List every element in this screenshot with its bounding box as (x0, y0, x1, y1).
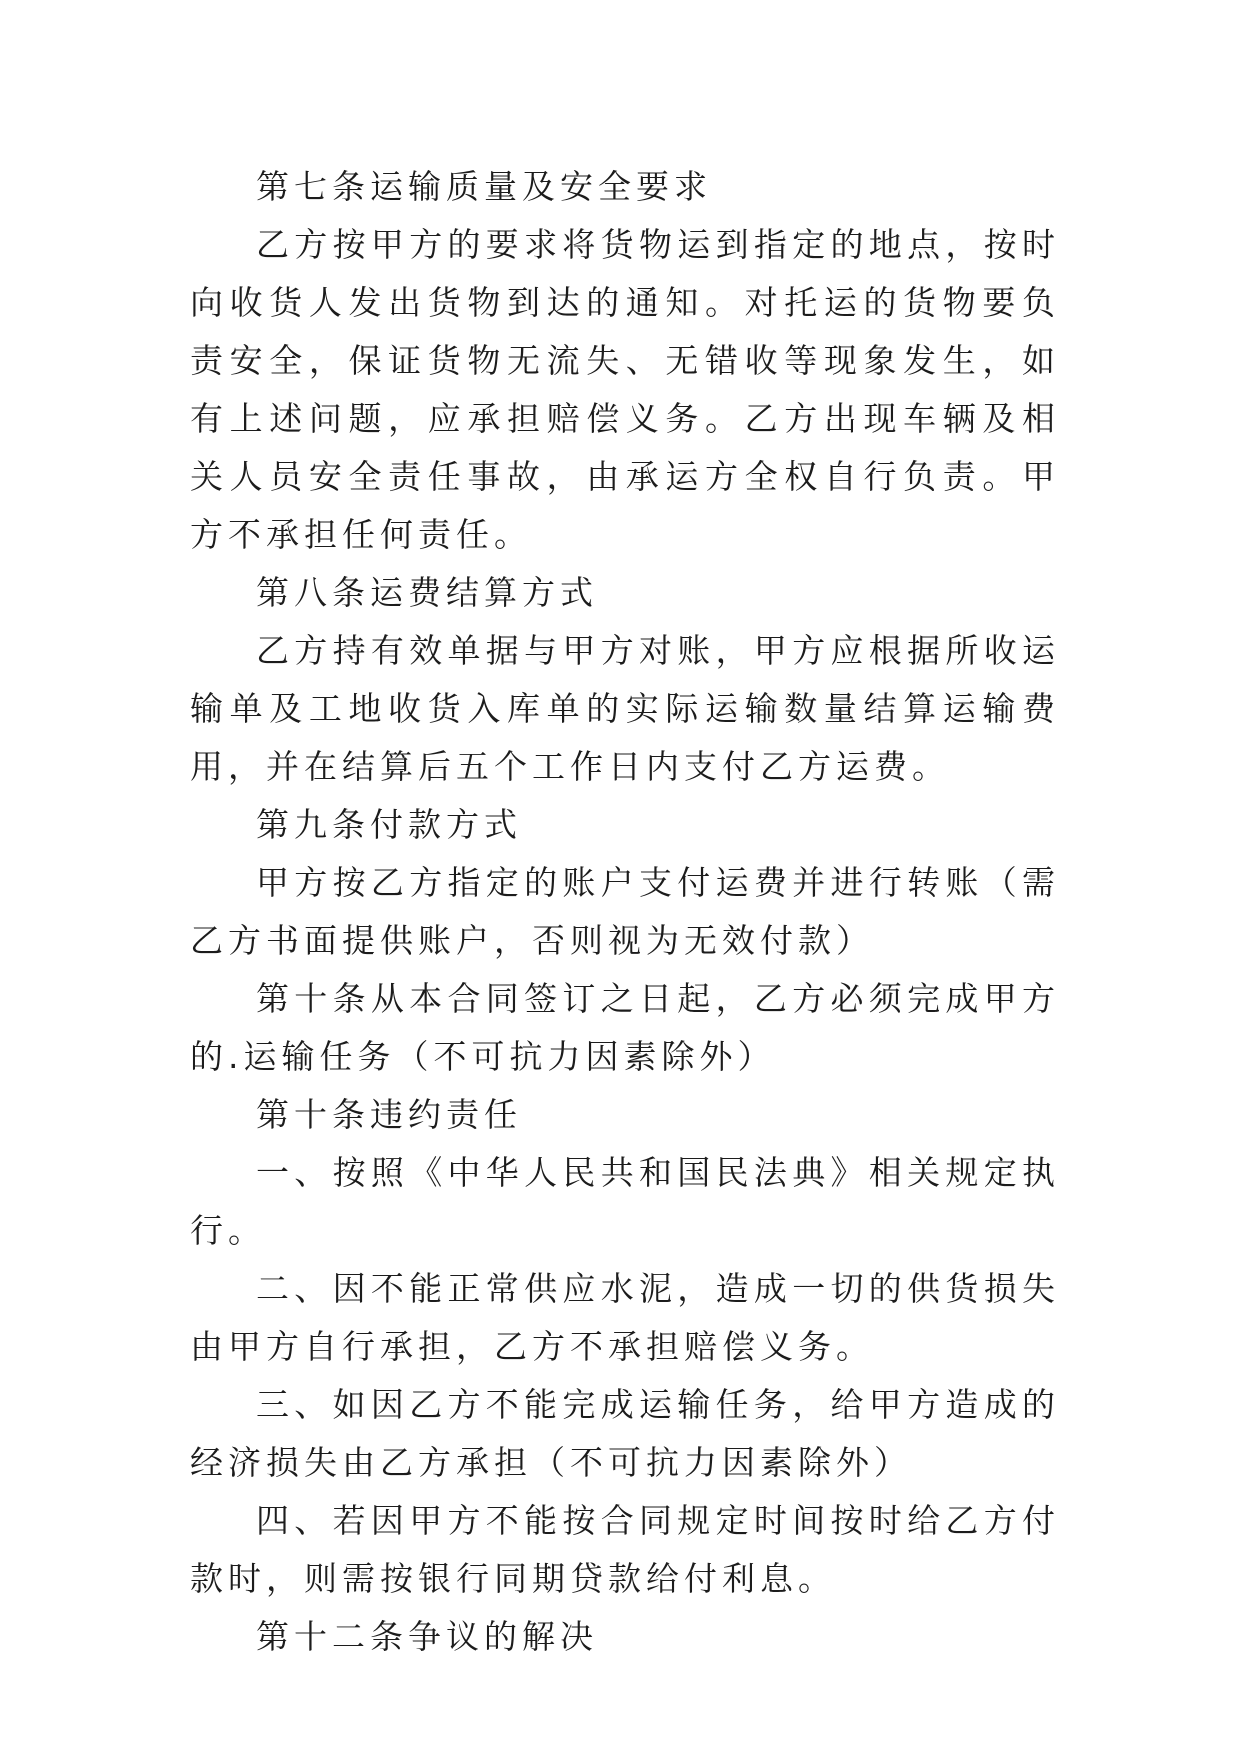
article-10-body: 第十条从本合同签订之日起，乙方必须完成甲方的.运输任务（不可抗力因素除外） (190, 979, 1060, 1076)
document-body (190, 158, 1060, 1666)
article-7-heading: 第七条运输质量及安全要求 (256, 167, 712, 206)
article-7-body: 乙方按甲方的要求将货物运到指定的地点，按时向收货人发出货物到达的通知。对托运的货物要负责安全，保证货物无流失、无错收等现象发生，如有上述问题，应承担赔偿义务。乙方出现车辆及相关人员安全责任事故，由承运方全权自行负责。甲方不承担任何责任。 (190, 225, 1060, 554)
article-9-body: 甲方按乙方指定的账户支付运费并进行转账（需乙方书面提供账户，否则视为无效付款） (190, 863, 1060, 960)
liability-item-3: 三、如因乙方不能完成运输任务，给甲方造成的经济损失由乙方承担（不可抗力因素除外） (190, 1385, 1060, 1482)
liability-item-1: 一、按照《中华人民共和国民法典》相关规定执行。 (190, 1153, 1060, 1250)
article-12-heading: 第十二条争议的解决 (256, 1617, 598, 1656)
liability-item-2: 二、因不能正常供应水泥，造成一切的供货损失由甲方自行承担，乙方不承担赔偿义务。 (190, 1269, 1060, 1366)
article-8-body: 乙方持有效单据与甲方对账，甲方应根据所收运输单及工地收货入库单的实际运输数量结算运输费用，并在结算后五个工作日内支付乙方运费。 (190, 631, 1060, 786)
article-8-heading: 第八条运费结算方式 (256, 573, 598, 612)
article-9-heading: 第九条付款方式 (256, 805, 522, 844)
liability-heading: 第十条违约责任 (256, 1095, 522, 1134)
liability-item-4: 四、若因甲方不能按合同规定时间按时给乙方付款时，则需按银行同期贷款给付利息。 (190, 1501, 1060, 1598)
